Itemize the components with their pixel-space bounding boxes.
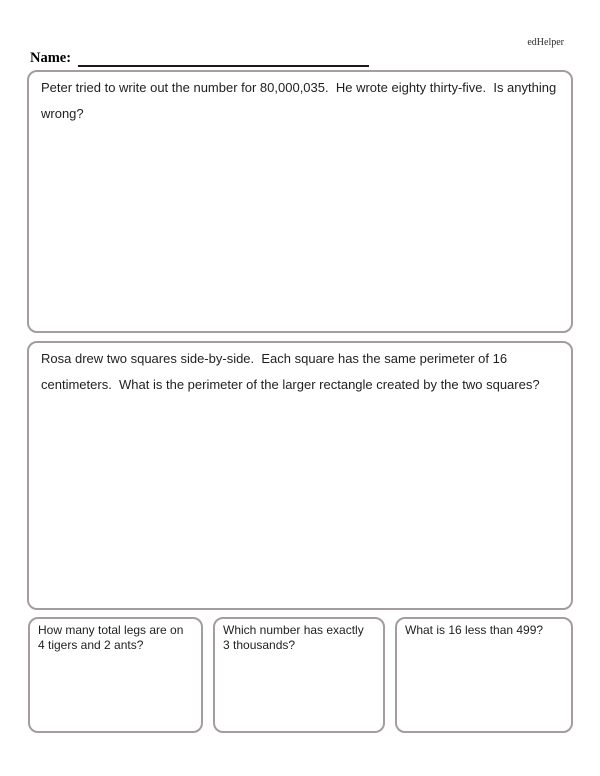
problem-5-text: What is 16 less than 499?: [405, 623, 544, 637]
problem-box-1[interactable]: [27, 70, 573, 333]
name-label: Name:: [30, 50, 72, 66]
problem-2-text: Rosa drew two squares side-by-side. Each square has the same perimeter of 16 centimeters. What is the perimeter of the larger rectangle created by the two squares?: [41, 351, 540, 392]
problem-3-text: How many total legs are on 4 tigers and 2 ants?: [38, 623, 187, 652]
problem-4-text: Which number has exactly 3 thousands?: [223, 623, 368, 652]
problem-1-text: Peter tried to write out the number for 80,000,035. He wrote eighty thirty-five. Is anything wrong?: [41, 80, 560, 121]
name-fill-line[interactable]: [78, 48, 369, 67]
problem-box-4[interactable]: [213, 617, 385, 733]
problem-box-2[interactable]: [27, 341, 573, 610]
problem-box-5[interactable]: [395, 617, 573, 733]
edhelper-logo: edHelper: [527, 37, 564, 48]
problem-box-3[interactable]: [28, 617, 203, 733]
